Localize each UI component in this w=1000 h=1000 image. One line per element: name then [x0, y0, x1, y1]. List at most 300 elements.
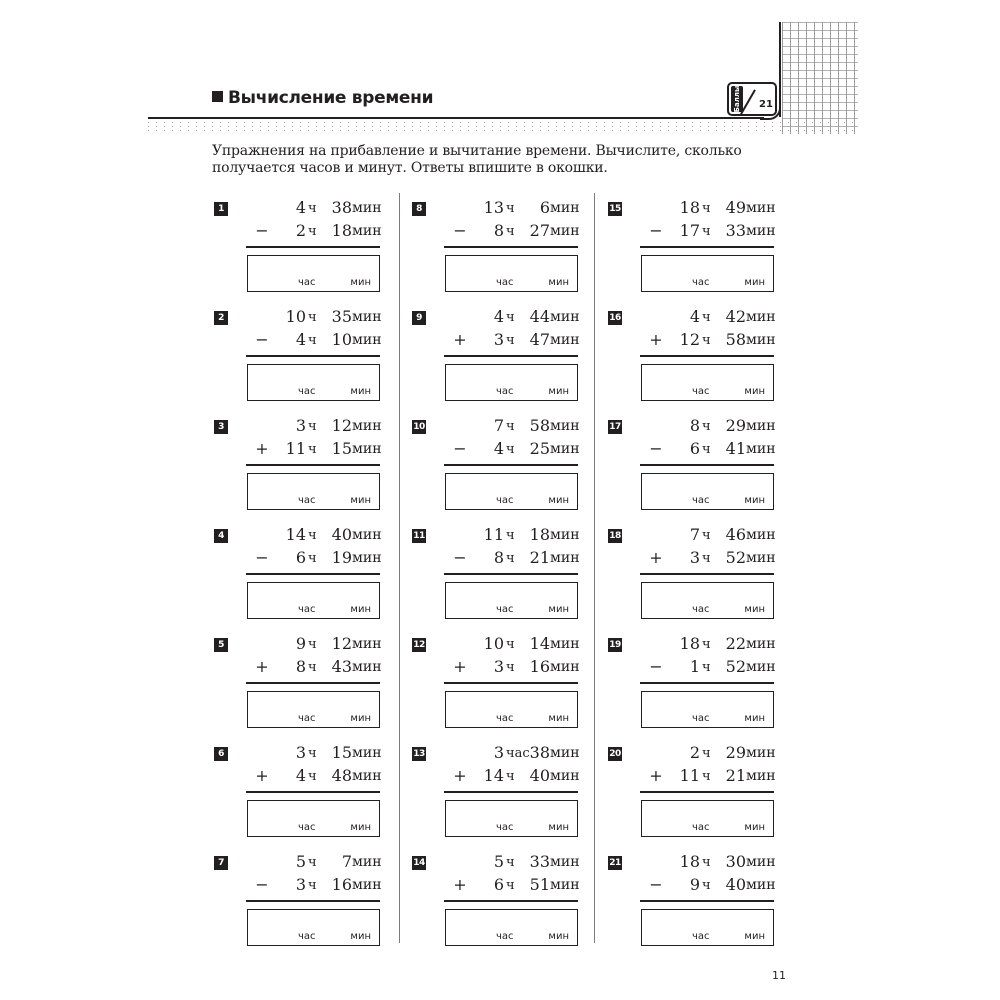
operand-minutes: 40 — [529, 766, 550, 785]
operand-hours: 6 — [295, 548, 306, 567]
second-operand — [442, 330, 602, 352]
hours-unit: час — [506, 746, 530, 761]
minutes-unit: мин — [746, 223, 776, 239]
hours-unit: ч — [308, 310, 317, 325]
operand-hours: 4 — [493, 307, 504, 326]
first-operand — [244, 743, 404, 765]
minutes-unit: мин — [550, 636, 580, 652]
operand-hours: 3 — [493, 657, 504, 676]
hours-unit: ч — [506, 855, 515, 870]
operand-minutes: 52 — [725, 548, 746, 567]
second-operand — [442, 657, 602, 679]
answer-minutes-label: мин — [350, 386, 371, 397]
score-label-tab — [731, 86, 743, 112]
operand-hours: 12 — [679, 330, 700, 349]
second-operand — [244, 548, 404, 570]
operand-minutes: 21 — [725, 766, 746, 785]
hours-unit: ч — [308, 419, 317, 434]
minutes-unit: мин — [352, 418, 382, 434]
problem-number-badge: 16 — [609, 313, 621, 323]
problem-number-badge: 2 — [214, 311, 228, 325]
first-operand — [244, 525, 404, 547]
operand-minutes: 41 — [725, 439, 746, 458]
operand-hours: 4 — [295, 766, 306, 785]
operator-sign: + — [453, 766, 467, 785]
hours-unit: ч — [308, 442, 317, 457]
operand-hours: 7 — [493, 416, 504, 435]
operand-minutes: 25 — [529, 439, 550, 458]
first-operand — [244, 852, 404, 874]
first-operand — [442, 525, 602, 547]
minutes-unit: мин — [550, 527, 580, 543]
operand-minutes: 48 — [331, 766, 352, 785]
hours-unit: ч — [702, 660, 711, 675]
minutes-unit: мин — [746, 877, 776, 893]
title-square-icon — [212, 91, 223, 102]
second-operand — [638, 657, 798, 679]
answer-box[interactable] — [641, 364, 774, 401]
operand-hours: 9 — [295, 634, 306, 653]
answer-minutes-label: мин — [548, 495, 569, 506]
operand-hours: 8 — [689, 416, 700, 435]
operand-hours: 7 — [689, 525, 700, 544]
first-operand — [244, 634, 404, 656]
answer-minutes-label: мин — [548, 713, 569, 724]
minutes-unit: мин — [550, 550, 580, 566]
operand-hours: 11 — [679, 766, 700, 785]
first-operand — [638, 525, 798, 547]
hours-unit: ч — [702, 855, 711, 870]
operand-minutes: 22 — [725, 634, 746, 653]
answer-hours-label: час — [496, 713, 514, 724]
operator-sign: + — [649, 548, 663, 567]
answer-minutes-label: мин — [350, 495, 371, 506]
hours-unit: ч — [506, 419, 515, 434]
operand-hours: 18 — [679, 852, 700, 871]
operand-minutes: 12 — [331, 634, 352, 653]
operand-minutes: 51 — [529, 875, 550, 894]
answer-hours-label: час — [692, 604, 710, 615]
answer-hours-label: час — [496, 604, 514, 615]
minutes-unit: мин — [746, 441, 776, 457]
hours-unit: ч — [702, 442, 711, 457]
first-operand — [638, 307, 798, 329]
problem-7 — [214, 852, 404, 956]
minutes-unit: мин — [550, 854, 580, 870]
answer-minutes-label: мин — [548, 277, 569, 288]
operand-hours: 8 — [295, 657, 306, 676]
problem-number-badge: 4 — [214, 529, 228, 543]
sum-rule — [246, 246, 380, 248]
minutes-unit: мин — [352, 200, 382, 216]
operand-minutes: 43 — [331, 657, 352, 676]
problem-12 — [412, 634, 602, 738]
instructions-text: Упражнения на прибавление и вычитание времени. Вычислите, сколько получается часов и минут. Ответы впишите в окошки. — [212, 143, 742, 176]
answer-minutes-label: мин — [744, 386, 765, 397]
operand-minutes: 47 — [529, 330, 550, 349]
minutes-unit: мин — [746, 200, 776, 216]
minutes-unit: мин — [352, 854, 382, 870]
minutes-unit: мин — [550, 659, 580, 675]
problem-number-badge: 11 — [413, 531, 425, 541]
minutes-unit: мин — [746, 332, 776, 348]
first-operand — [638, 743, 798, 765]
problem-18 — [608, 525, 798, 629]
problem-number-badge: 5 — [214, 638, 228, 652]
minutes-unit: мин — [352, 223, 382, 239]
hours-unit: ч — [506, 769, 515, 784]
minutes-unit: мин — [746, 527, 776, 543]
operand-hours: 4 — [295, 330, 306, 349]
minutes-unit: мин — [352, 768, 382, 784]
problem-number-badge: 14 — [413, 858, 425, 868]
minutes-unit: мин — [352, 309, 382, 325]
problem-3 — [214, 416, 404, 520]
second-operand — [442, 439, 602, 461]
hours-unit: ч — [308, 528, 317, 543]
corner-grid-pattern-rows — [782, 22, 858, 134]
hours-unit: ч — [308, 224, 317, 239]
operator-sign: + — [453, 657, 467, 676]
second-operand — [244, 330, 404, 352]
hours-unit: ч — [506, 528, 515, 543]
answer-box[interactable] — [641, 473, 774, 510]
answer-box[interactable] — [641, 691, 774, 728]
problem-number-badge: 15 — [609, 204, 621, 214]
answer-box[interactable] — [641, 582, 774, 619]
answer-hours-label: час — [496, 822, 514, 833]
operator-sign: + — [649, 330, 663, 349]
operator-sign: + — [255, 657, 269, 676]
hours-unit: ч — [702, 419, 711, 434]
operand-hours: 14 — [285, 525, 306, 544]
minutes-unit: мин — [550, 200, 580, 216]
problem-number-badge: 18 — [609, 531, 621, 541]
hours-unit: ч — [308, 855, 317, 870]
operand-hours: 8 — [493, 548, 504, 567]
hours-unit: ч — [702, 224, 711, 239]
hours-unit: ч — [702, 333, 711, 348]
hours-unit: ч — [308, 551, 317, 566]
problem-21 — [608, 852, 798, 956]
sum-rule — [246, 900, 380, 902]
answer-minutes-label: мин — [350, 604, 371, 615]
operand-minutes: 33 — [725, 221, 746, 240]
minutes-unit: мин — [550, 441, 580, 457]
first-operand — [638, 198, 798, 220]
problem-number-badge: 13 — [413, 749, 425, 759]
sum-rule — [640, 900, 774, 902]
operand-minutes: 52 — [725, 657, 746, 676]
second-operand — [244, 439, 404, 461]
minutes-unit: мин — [746, 768, 776, 784]
minutes-unit: мин — [352, 332, 382, 348]
minutes-unit: мин — [550, 332, 580, 348]
operator-sign: − — [453, 221, 467, 240]
answer-box[interactable] — [247, 582, 380, 619]
problem-13 — [412, 743, 602, 847]
operand-hours: 4 — [295, 198, 306, 217]
hours-unit: ч — [308, 746, 317, 761]
problem-8 — [412, 198, 602, 302]
hours-unit: ч — [506, 201, 515, 216]
problem-10 — [412, 416, 602, 520]
answer-hours-label: час — [692, 386, 710, 397]
answer-hours-label: час — [692, 277, 710, 288]
operand-minutes: 18 — [529, 525, 550, 544]
minutes-unit: мин — [746, 659, 776, 675]
answer-box[interactable] — [445, 909, 578, 946]
problem-6 — [214, 743, 404, 847]
hours-unit: ч — [506, 637, 515, 652]
answer-box[interactable] — [247, 909, 380, 946]
operator-sign: − — [649, 657, 663, 676]
first-operand — [442, 307, 602, 329]
hours-unit: ч — [308, 878, 317, 893]
operand-minutes: 15 — [331, 743, 352, 762]
minutes-unit: мин — [352, 636, 382, 652]
minutes-unit: мин — [550, 745, 580, 761]
operator-sign: − — [649, 221, 663, 240]
operand-hours: 17 — [679, 221, 700, 240]
answer-box[interactable] — [445, 255, 578, 292]
second-operand — [638, 330, 798, 352]
operand-hours: 2 — [689, 743, 700, 762]
answer-hours-label: час — [298, 713, 316, 724]
answer-hours-label: час — [496, 495, 514, 506]
operand-hours: 3 — [295, 416, 306, 435]
minutes-unit: мин — [352, 745, 382, 761]
operand-hours: 18 — [679, 634, 700, 653]
answer-box[interactable] — [247, 691, 380, 728]
minutes-unit: мин — [746, 745, 776, 761]
answer-box[interactable] — [445, 473, 578, 510]
answer-hours-label: час — [496, 277, 514, 288]
hours-unit: ч — [506, 333, 515, 348]
minutes-unit: мин — [746, 636, 776, 652]
answer-hours-label: час — [298, 931, 316, 942]
problem-11 — [412, 525, 602, 629]
answer-box[interactable] — [641, 800, 774, 837]
second-operand — [244, 657, 404, 679]
problem-2 — [214, 307, 404, 411]
problem-number-badge: 10 — [413, 422, 425, 432]
operand-hours: 1 — [689, 657, 700, 676]
operand-hours: 3 — [295, 875, 306, 894]
hours-unit: ч — [308, 769, 317, 784]
operator-sign: − — [649, 875, 663, 894]
answer-hours-label: час — [298, 604, 316, 615]
operand-minutes: 29 — [725, 743, 746, 762]
operand-minutes: 40 — [331, 525, 352, 544]
first-operand — [638, 416, 798, 438]
answer-box[interactable] — [641, 909, 774, 946]
answer-hours-label: час — [298, 277, 316, 288]
sum-rule — [246, 464, 380, 466]
operand-minutes: 16 — [331, 875, 352, 894]
operand-hours: 6 — [689, 439, 700, 458]
operand-minutes: 21 — [529, 548, 550, 567]
header-dotted-rule — [148, 122, 858, 132]
second-operand — [638, 221, 798, 243]
minutes-unit: мин — [550, 309, 580, 325]
operand-hours: 10 — [483, 634, 504, 653]
problem-5 — [214, 634, 404, 738]
hours-unit: ч — [702, 201, 711, 216]
sum-rule — [444, 355, 578, 357]
answer-box[interactable] — [247, 255, 380, 292]
answer-minutes-label: мин — [744, 277, 765, 288]
operand-minutes: 58 — [725, 330, 746, 349]
problem-number-badge: 20 — [609, 749, 621, 759]
answer-box[interactable] — [445, 582, 578, 619]
problem-number-badge: 17 — [609, 422, 621, 432]
operand-minutes: 27 — [529, 221, 550, 240]
first-operand — [638, 634, 798, 656]
answer-box[interactable] — [247, 800, 380, 837]
hours-unit: ч — [506, 551, 515, 566]
first-operand — [442, 852, 602, 874]
operand-minutes: 14 — [529, 634, 550, 653]
sum-rule — [246, 355, 380, 357]
operand-minutes: 35 — [331, 307, 352, 326]
answer-box[interactable] — [247, 364, 380, 401]
operand-hours: 11 — [483, 525, 504, 544]
operator-sign: − — [255, 548, 269, 567]
operand-hours: 10 — [285, 307, 306, 326]
problem-4 — [214, 525, 404, 629]
minutes-unit: мин — [746, 418, 776, 434]
first-operand — [244, 416, 404, 438]
answer-box[interactable] — [445, 364, 578, 401]
hours-unit: ч — [506, 224, 515, 239]
problem-9 — [412, 307, 602, 411]
score-total: 21 — [759, 99, 773, 110]
sum-rule — [444, 573, 578, 575]
problem-19 — [608, 634, 798, 738]
second-operand — [442, 548, 602, 570]
answer-box[interactable] — [641, 255, 774, 292]
hours-unit: ч — [702, 310, 711, 325]
sum-rule — [444, 791, 578, 793]
first-operand — [638, 852, 798, 874]
hours-unit: ч — [702, 551, 711, 566]
header-rule — [148, 117, 764, 119]
second-operand — [244, 766, 404, 788]
operator-sign: − — [453, 548, 467, 567]
score-label: Баллы — [733, 85, 741, 113]
second-operand — [638, 875, 798, 897]
page-number: 11 — [772, 969, 786, 982]
sum-rule — [444, 682, 578, 684]
answer-minutes-label: мин — [548, 931, 569, 942]
hours-unit: ч — [702, 769, 711, 784]
problem-number-badge: 21 — [609, 858, 621, 868]
minutes-unit: мин — [550, 223, 580, 239]
first-operand — [442, 416, 602, 438]
frame-vertical-rule — [779, 22, 781, 117]
second-operand — [244, 875, 404, 897]
second-operand — [244, 221, 404, 243]
sum-rule — [640, 682, 774, 684]
minutes-unit: мин — [746, 309, 776, 325]
answer-box[interactable] — [247, 473, 380, 510]
operand-minutes: 40 — [725, 875, 746, 894]
minutes-unit: мин — [550, 418, 580, 434]
operand-minutes: 38 — [529, 743, 550, 762]
sum-rule — [640, 573, 774, 575]
page-title-text: Вычисление времени — [228, 88, 434, 108]
operand-hours: 11 — [285, 439, 306, 458]
operand-hours: 5 — [295, 852, 306, 871]
second-operand — [638, 766, 798, 788]
operator-sign: + — [255, 439, 269, 458]
hours-unit: ч — [308, 333, 317, 348]
sum-rule — [246, 791, 380, 793]
operand-minutes: 33 — [529, 852, 550, 871]
operator-sign: + — [453, 875, 467, 894]
answer-minutes-label: мин — [744, 822, 765, 833]
hours-unit: ч — [702, 637, 711, 652]
answer-box[interactable] — [445, 691, 578, 728]
answer-hours-label: час — [496, 931, 514, 942]
answer-hours-label: час — [496, 386, 514, 397]
minutes-unit: мин — [746, 550, 776, 566]
answer-minutes-label: мин — [744, 604, 765, 615]
problem-17 — [608, 416, 798, 520]
operand-hours: 3 — [689, 548, 700, 567]
operator-sign: + — [255, 766, 269, 785]
minutes-unit: мин — [352, 877, 382, 893]
operand-hours: 4 — [689, 307, 700, 326]
problem-number-badge: 12 — [413, 640, 425, 650]
answer-minutes-label: мин — [350, 277, 371, 288]
problem-1 — [214, 198, 404, 302]
minutes-unit: мин — [352, 659, 382, 675]
answer-hours-label: час — [692, 713, 710, 724]
operator-sign: + — [649, 766, 663, 785]
operand-hours: 8 — [493, 221, 504, 240]
hours-unit: ч — [506, 878, 515, 893]
minutes-unit: мин — [550, 877, 580, 893]
operand-minutes: 46 — [725, 525, 746, 544]
second-operand — [638, 439, 798, 461]
answer-box[interactable] — [445, 800, 578, 837]
operand-minutes: 19 — [331, 548, 352, 567]
operator-sign: − — [453, 439, 467, 458]
answer-hours-label: час — [692, 495, 710, 506]
answer-minutes-label: мин — [744, 713, 765, 724]
hours-unit: ч — [506, 310, 515, 325]
operator-sign: − — [649, 439, 663, 458]
minutes-unit: мин — [352, 527, 382, 543]
answer-hours-label: час — [692, 822, 710, 833]
operand-minutes: 7 — [341, 852, 352, 871]
answer-minutes-label: мин — [548, 604, 569, 615]
operator-sign: + — [453, 330, 467, 349]
hours-unit: ч — [506, 660, 515, 675]
answer-hours-label: час — [298, 822, 316, 833]
hours-unit: ч — [702, 878, 711, 893]
minutes-unit: мин — [746, 854, 776, 870]
second-operand — [442, 766, 602, 788]
problem-14 — [412, 852, 602, 956]
problem-15 — [608, 198, 798, 302]
operator-sign: − — [255, 330, 269, 349]
answer-minutes-label: мин — [744, 931, 765, 942]
answer-hours-label: час — [298, 495, 316, 506]
hours-unit: ч — [702, 528, 711, 543]
